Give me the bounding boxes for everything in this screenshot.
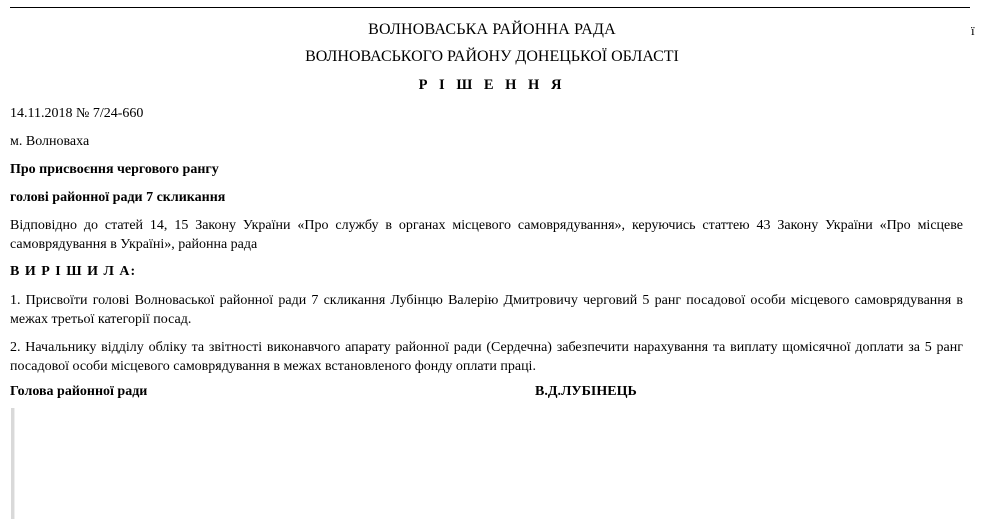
date-number: 14.11.2018 № 7/24-660: [10, 106, 144, 121]
left-margin-rule: [11, 408, 15, 519]
stray-character: ї: [971, 23, 975, 38]
signature-name: В.Д.ЛУБІНЕЦЬ: [535, 384, 637, 399]
decision-item-2: 2. Начальнику відділу обліку та звітності виконавчого апарату районної ради (Сердечна) забезпечити нарахування та виплату щомісячної доплати за 5 ранг посадової особи місцевого самоврядування в межах встановленого фонду оплати праці.: [10, 340, 963, 374]
district-title: ВОЛНОВАСЬКОГО РАЙОНУ ДОНЕЦЬКОЇ ОБЛАСТІ: [305, 48, 679, 65]
preamble-paragraph: Відповідно до статей 14, 15 Закону України «Про службу в органах місцевого самоврядування», керуючись статтею 43 Закону України «Про місцеве самоврядування в Україні», районна рада: [10, 218, 963, 252]
decided-label: В И Р І Ш И Л А:: [10, 264, 137, 279]
council-title: ВОЛНОВАСЬКА РАЙОННА РАДА: [368, 21, 616, 38]
header-rule: [10, 7, 970, 8]
decision-item-1: 1. Присвоїти голові Волноваської районної ради 7 скликання Лубінцю Валерію Дмитровичу черговий 5 ранг посадової особи місцевого самоврядування в межах третьої категорії посад.: [10, 293, 963, 327]
signature-position: Голова районної ради: [10, 384, 148, 399]
place: м. Волноваха: [10, 134, 90, 149]
document-type-title: Р І Ш Е Н Н Я: [418, 77, 566, 93]
subject-line-1: Про присвоєння чергового рангу: [10, 162, 219, 177]
subject-line-2: голові районної ради 7 скликання: [10, 190, 226, 205]
